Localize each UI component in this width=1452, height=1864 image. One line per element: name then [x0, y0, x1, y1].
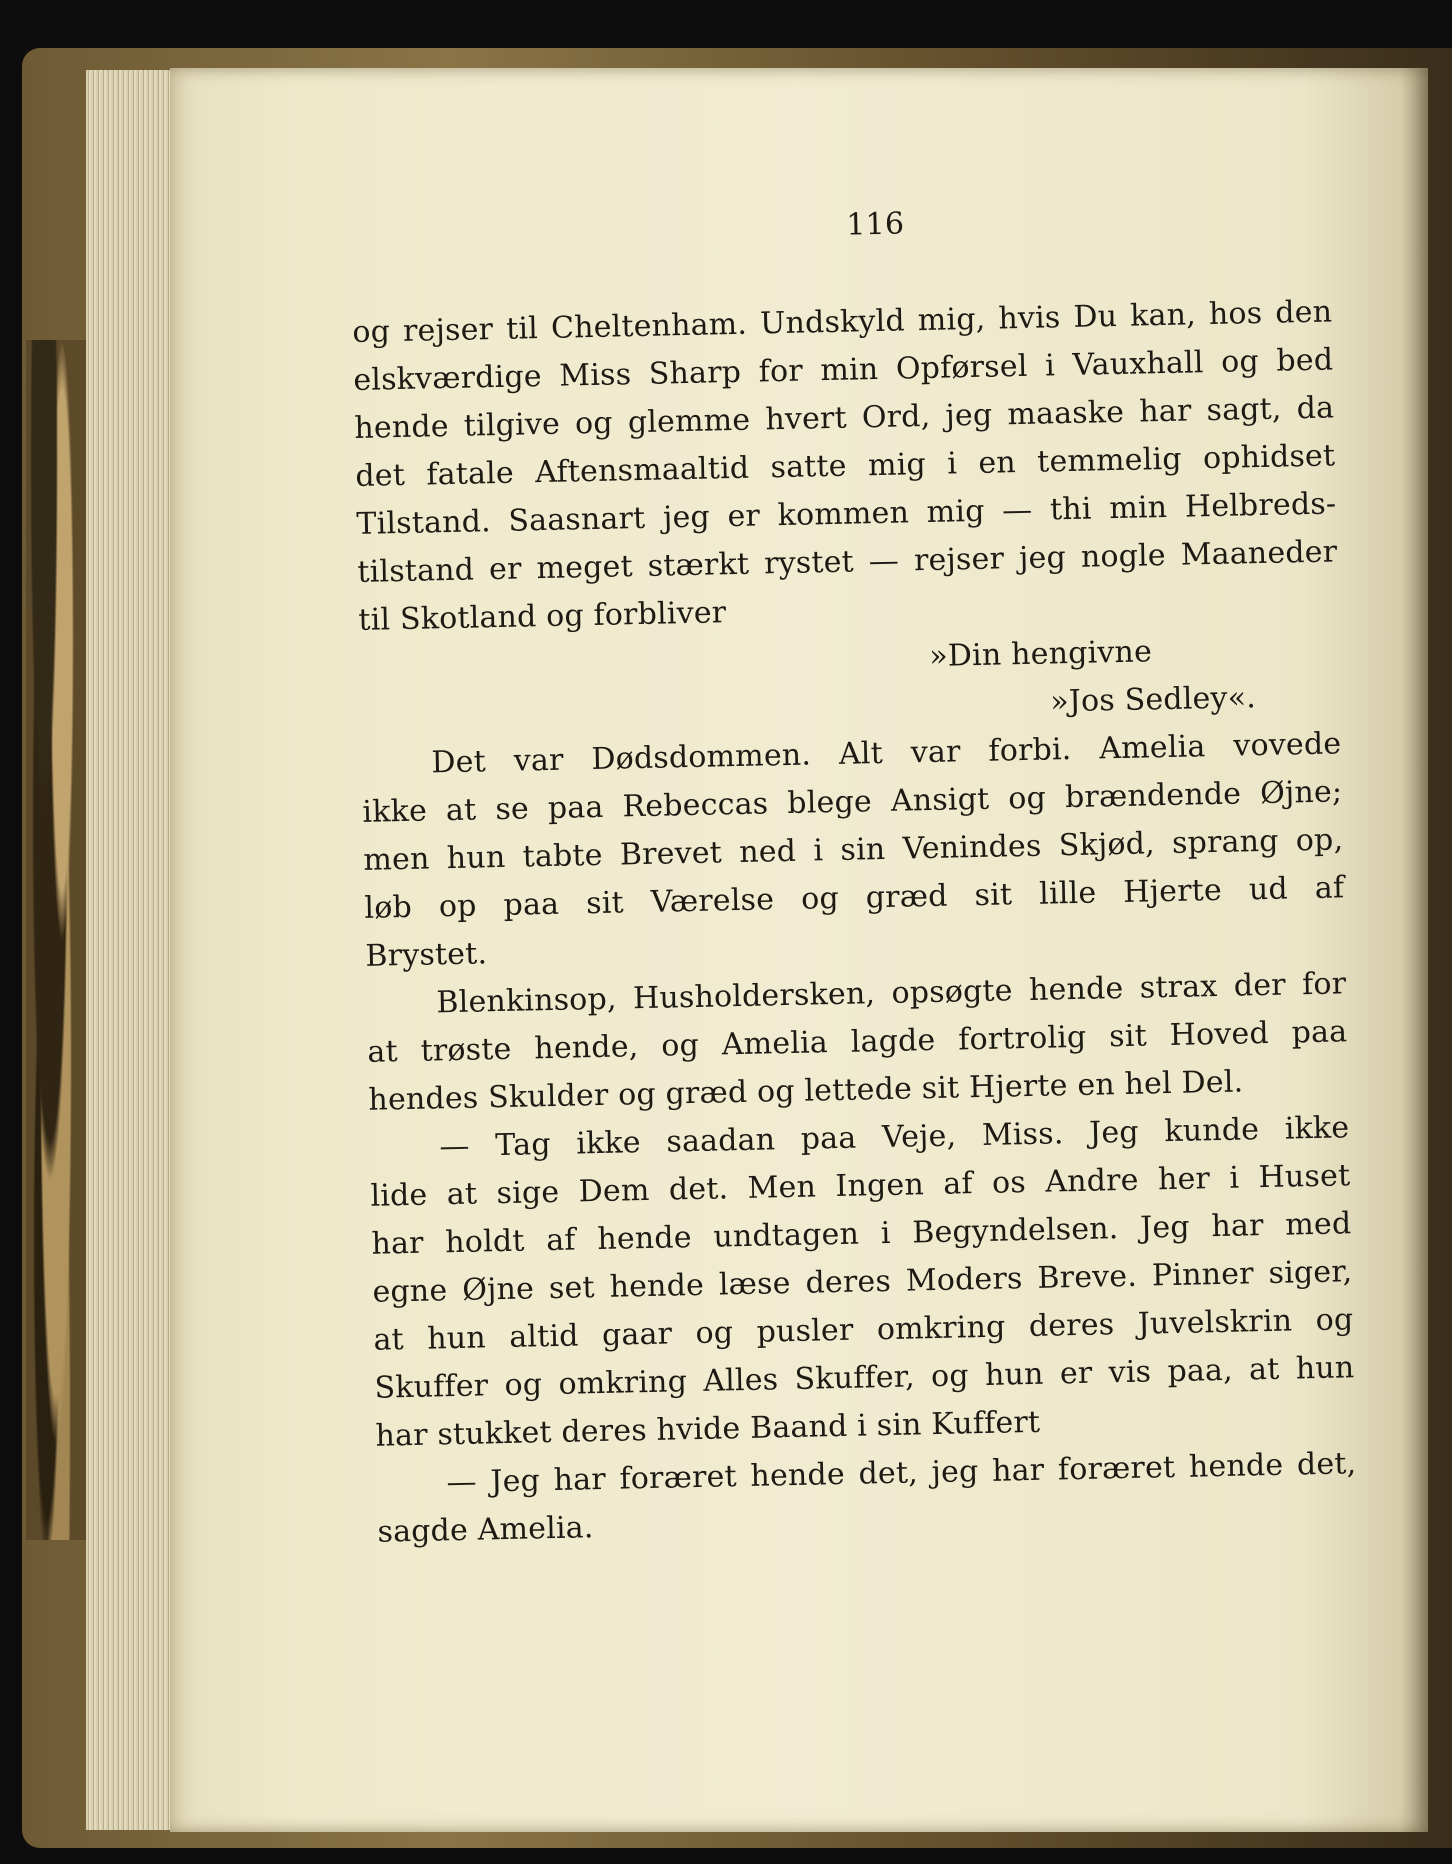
page-gutter-shadow	[1400, 68, 1428, 1832]
page-number: 116	[845, 206, 905, 243]
text-line: løb op paa sit Værelse og græd sit lille Hjerte ud af	[364, 870, 1345, 926]
text-line: tilstand er meget stærkt rystet — rejser jeg nogle Maaneder	[357, 534, 1338, 590]
text-line: sagde Amelia.	[377, 1510, 594, 1550]
text-line: — Jeg har foræret hende det, jeg har foræret hende det,	[446, 1446, 1357, 1501]
text-line: egne Øjne set hende læse deres Moders Breve. Pinner siger,	[372, 1254, 1353, 1310]
text-line: det fatale Aftensmaaltid satte mig i en temmelig ophidset	[355, 438, 1336, 494]
text-line: at hun altid gaar og pusler omkring deres Juvelskrin og	[373, 1302, 1354, 1358]
text-line: til Skotland og forbliver	[358, 595, 727, 638]
text-line: — Tag ikke saadan paa Veje, Miss. Jeg kunde ikke	[439, 1110, 1350, 1165]
text-line: Skuffer og omkring Alles Skuffer, og hun er vis paa, at hun	[374, 1350, 1355, 1406]
text-line: hende tilgive og glemme hvert Ord, jeg maaske har sagt, da	[354, 390, 1335, 446]
text-line: har holdt af hende undtagen i Begyndelsen. Jeg har med	[371, 1206, 1352, 1262]
text-line: Det var Dødsdommen. Alt var forbi. Amelia vovede	[431, 726, 1342, 781]
marbled-cover-edge	[26, 340, 86, 1540]
text-line: Brystet.	[365, 936, 488, 974]
text-line: har stukket deres hvide Baand i sin Kuffert	[375, 1404, 1041, 1454]
text-line: »Din hengivne	[928, 634, 1153, 674]
text-line: hendes Skulder og græd og lettede sit Hjerte en hel Del.	[368, 1064, 1244, 1118]
text-line: elskværdige Miss Sharp for min Opførsel i Vauxhall og bed	[353, 342, 1334, 398]
text-line: at trøste hende, og Amelia lagde fortrolig sit Hoved paa	[367, 1014, 1348, 1070]
text-lines	[352, 288, 1358, 1556]
text-line: »Jos Sedley«.	[1049, 680, 1257, 720]
book-page	[170, 68, 1428, 1832]
text-line: og rejser til Cheltenham. Undskyld mig, hvis Du kan, hos den	[352, 294, 1333, 350]
page-text-block	[350, 197, 1358, 1556]
text-line: ikke at se paa Rebeccas blege Ansigt og brændende Øjne;	[362, 774, 1343, 830]
text-line: Blenkinsop, Husholdersken, opsøgte hende strax der for	[436, 966, 1347, 1021]
text-line: men hun tabte Brevet ned i sin Venindes Skjød, sprang op,	[363, 822, 1344, 878]
text-line: lide at sige Dem det. Men Ingen af os Andre her i Huset	[370, 1158, 1351, 1214]
text-line: Tilstand. Saasnart jeg er kommen mig — thi min Helbreds-	[356, 486, 1337, 542]
